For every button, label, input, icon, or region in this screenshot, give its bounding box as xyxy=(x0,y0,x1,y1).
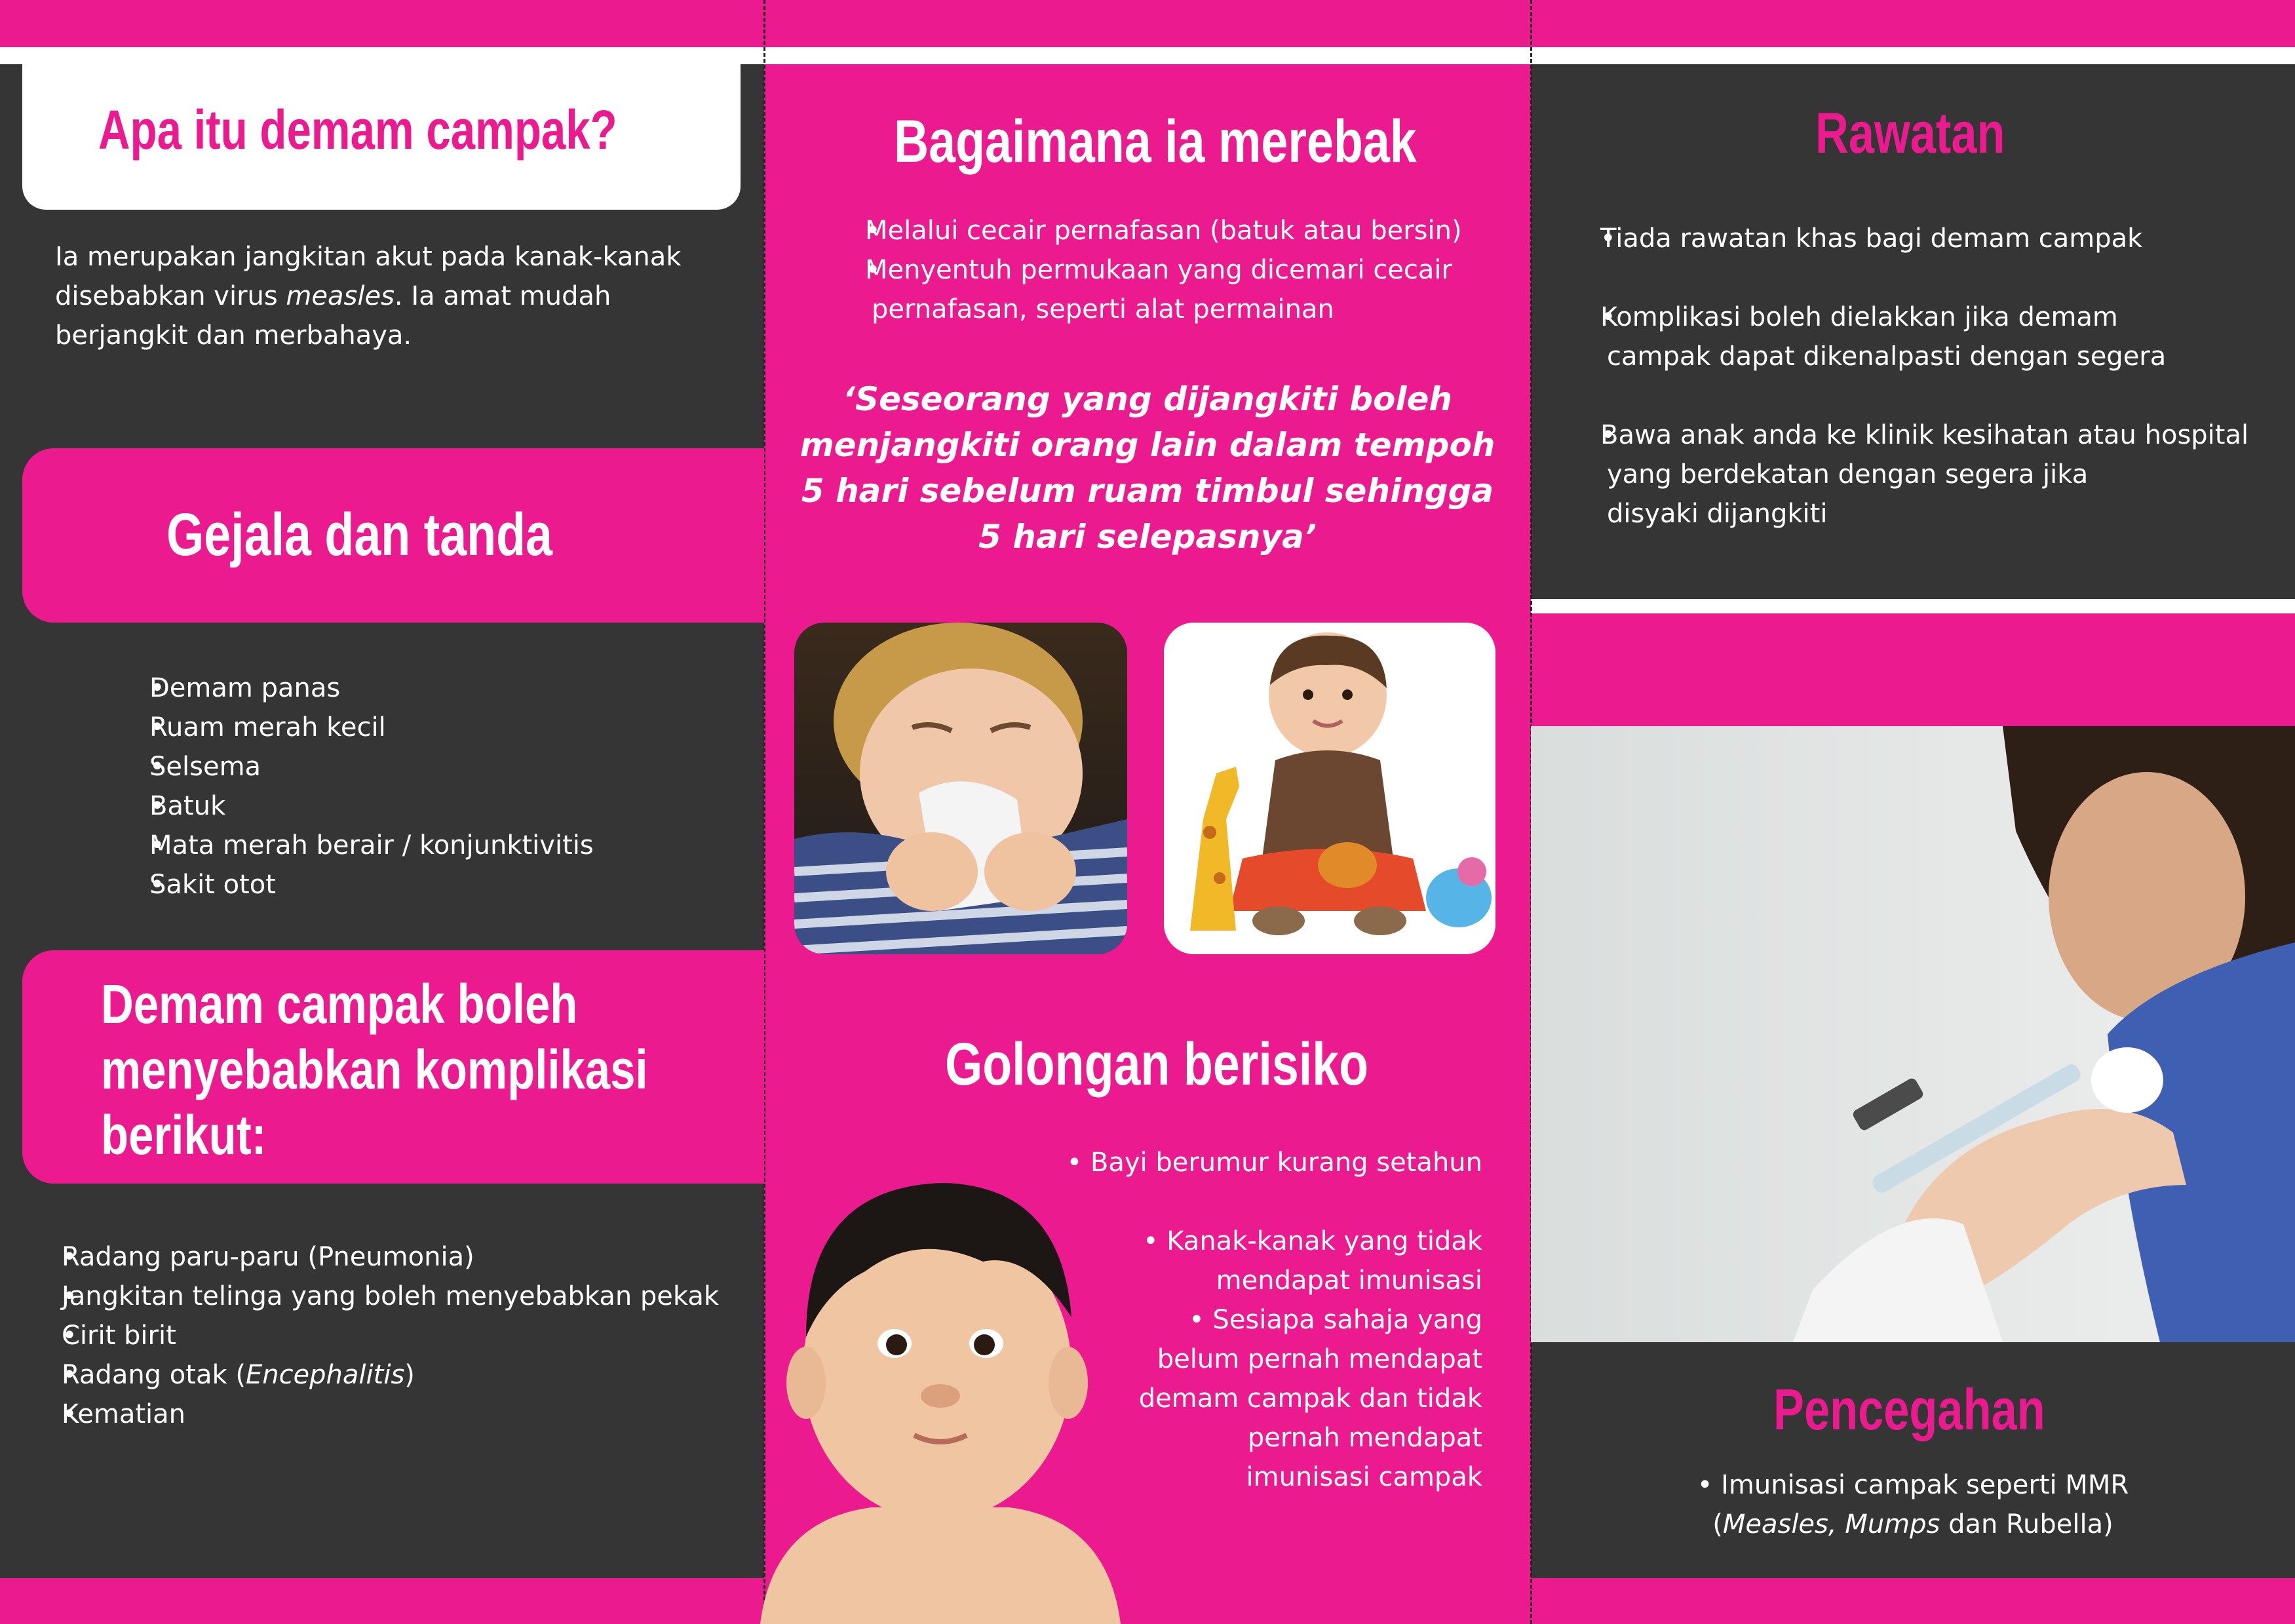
symptom-item: • Ruam merah kecil xyxy=(128,708,744,747)
symptom-item: • Sakit otot xyxy=(128,865,744,904)
symptom-item: • Batuk xyxy=(128,786,744,826)
treatment-item: • Komplikasi boleh dielakkan jika demam campak dapat dikenalpasti dengan segera xyxy=(1579,298,2287,376)
what-line-1: Ia merupakan jangkitan akut pada kanak-kanak xyxy=(55,242,682,272)
risk-item: • Kanak-kanak yang tidak xyxy=(1142,1226,1482,1256)
complication-item: • Cirit birit xyxy=(41,1316,755,1355)
spread-item: • Menyentuh permukaan yang dicemari cecair pernafasan, seperti alat permainan xyxy=(841,250,1530,329)
risk-item: mendapat imunisasi xyxy=(1216,1266,1482,1296)
prevention-title: Pencegahan xyxy=(1773,1377,2045,1442)
complications-list xyxy=(41,1237,755,1434)
treatment-title: Rawatan xyxy=(1815,100,2005,165)
risk-item: • Bayi berumur kurang setahun xyxy=(1066,1148,1482,1178)
symptom-item: • Mata merah berair / konjunktivitis xyxy=(128,826,744,865)
risk-item: pernah mendapat xyxy=(1247,1423,1482,1453)
vaccination-photo xyxy=(1531,726,2295,1342)
right-white-strip xyxy=(1531,599,2295,613)
prevention-text xyxy=(1531,1465,2295,1544)
symptoms-title: Gejala dan tanda xyxy=(166,501,552,568)
complication-item: • Kematian xyxy=(41,1395,755,1434)
treatment-item: • Bawa anak anda ke klinik kesihatan atau hospital yang berdekatan dengan segera jika disyaki dijangkiti xyxy=(1579,416,2287,533)
complication-item: • Radang otak (Encephalitis) xyxy=(41,1355,755,1395)
sneezing-child-photo xyxy=(794,623,1127,954)
top-white-strip xyxy=(0,47,2295,64)
top-band xyxy=(0,0,2295,47)
what-line-3: berjangkit dan merbahaya. xyxy=(55,320,412,351)
complications-title: Demam campak boleh menyebabkan komplikasi berikut: xyxy=(101,973,648,1166)
risk-list xyxy=(917,1143,1482,1497)
bottom-band xyxy=(0,1578,2295,1624)
treatment-item: • Tiada rawatan khas bagi demam campak xyxy=(1579,219,2287,258)
symptoms-list xyxy=(128,668,744,904)
sneezing-child-illustration xyxy=(794,623,1127,954)
spread-title: Bagaimana ia merebak xyxy=(894,108,1417,175)
risk-item: belum pernah mendapat xyxy=(1157,1344,1482,1374)
risk-item: imunisasi campak xyxy=(1246,1462,1482,1492)
risk-item: • Sesiapa sahaja yang xyxy=(1189,1305,1482,1335)
complication-item: • Jangkitan telinga yang boleh menyebabkan pekak xyxy=(41,1277,755,1316)
what-title: Apa itu demam campak? xyxy=(98,99,617,161)
treatment-list xyxy=(1579,219,2287,533)
spread-list xyxy=(841,211,1530,329)
vaccination-illustration xyxy=(1531,726,2295,1342)
symptom-item: • Demam panas xyxy=(128,668,744,708)
what-line-2: disebabkan virus measles. Ia amat mudah xyxy=(55,281,611,311)
symptom-item: • Selsema xyxy=(128,747,744,786)
spread-item: • Melalui cecair pernafasan (batuk atau bersin) xyxy=(841,211,1530,250)
right-pink-strip xyxy=(1531,613,2295,726)
infection-quote: ‘Seseorang yang dijangkiti boleh menjangkiti orang lain dalam tempoh 5 hari sebelum ruam timbul sehingga 5 hari selepasnya’ xyxy=(800,380,1495,556)
risk-item: demam campak dan tidak xyxy=(1138,1383,1482,1414)
what-paragraph xyxy=(55,237,750,355)
toddler-illustration xyxy=(1164,623,1495,954)
risk-title: Golongan berisiko xyxy=(945,1031,1369,1098)
prevention-line-2: (Measles, Mumps dan Rubella) xyxy=(1712,1509,2113,1539)
toddler-with-toys-photo xyxy=(1164,623,1495,954)
complication-item: • Radang paru-paru (Pneumonia) xyxy=(41,1237,755,1277)
prevention-line-1: • Imunisasi campak seperti MMR xyxy=(1697,1470,2129,1500)
